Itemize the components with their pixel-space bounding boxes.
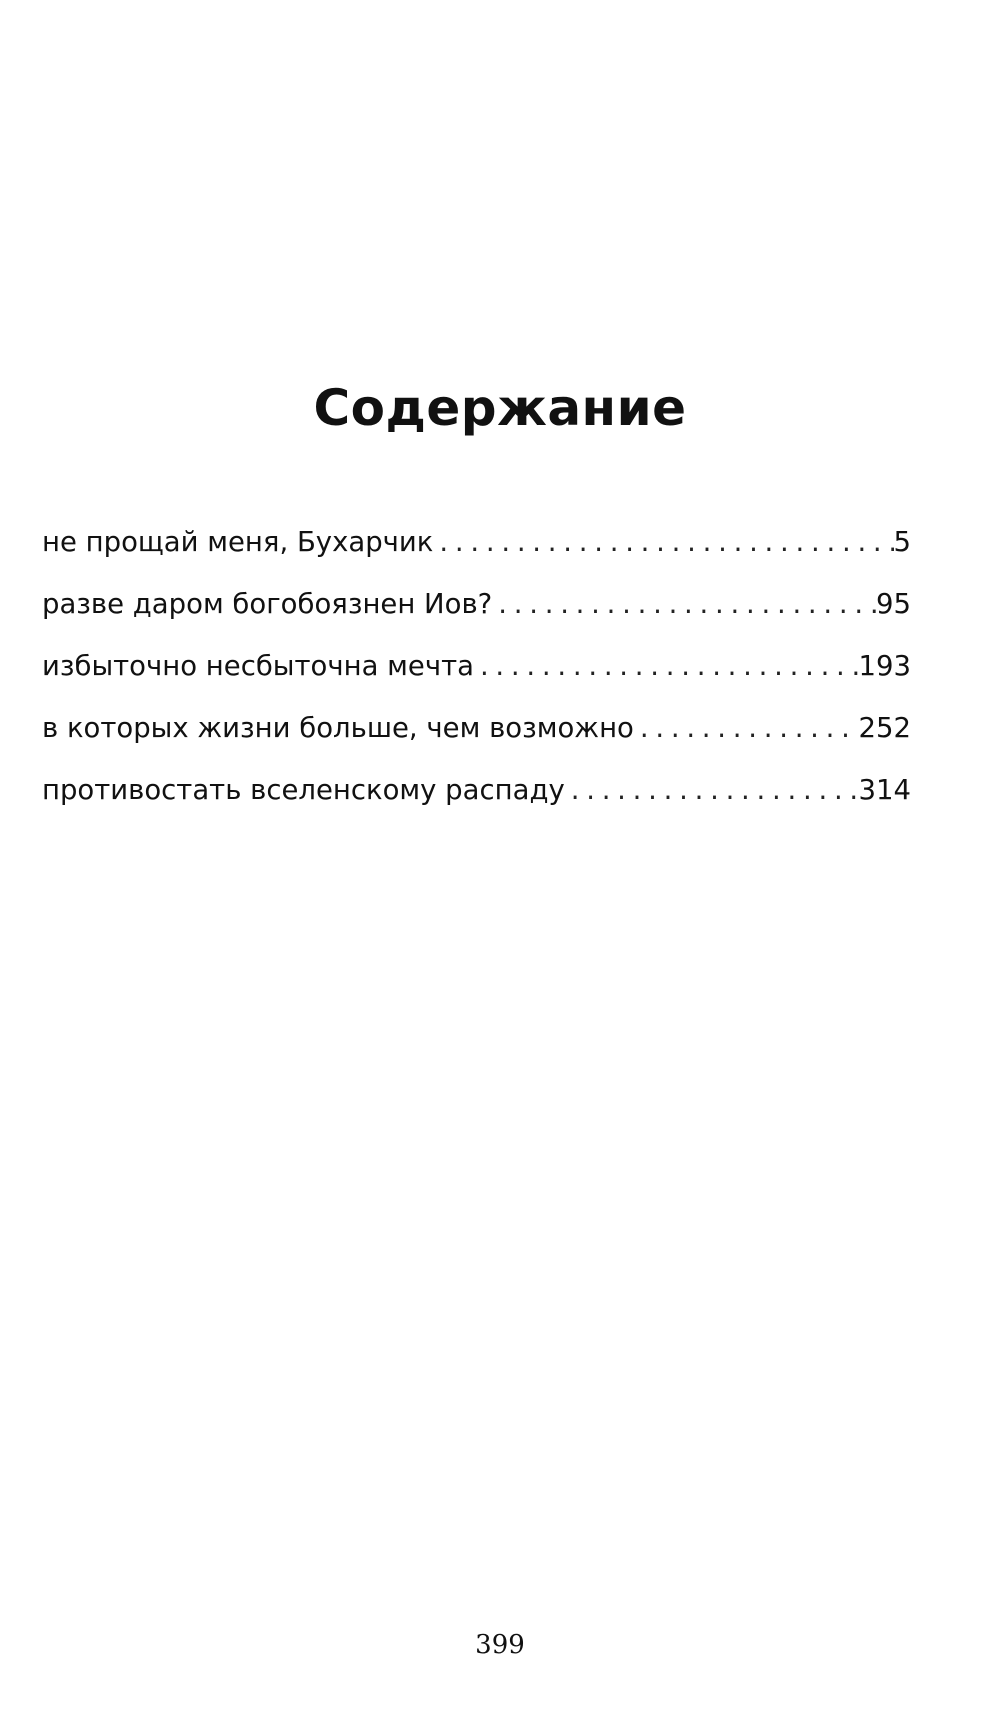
toc-entry-title: разве даром богобоязнен Иов?: [42, 588, 493, 620]
toc-dot-leader: [492, 584, 876, 624]
toc-entry[interactable]: [42, 770, 911, 832]
toc-entry-title: избыточно несбыточна мечта: [42, 650, 474, 682]
toc-entry[interactable]: [42, 708, 911, 770]
toc-entry-page: 193: [858, 650, 911, 682]
toc-entry-title: не прощай меня, Бухарчик: [42, 526, 434, 558]
toc-entry[interactable]: [42, 646, 911, 708]
toc-dot-leader: [634, 708, 859, 748]
toc-dot-leader: [565, 770, 859, 810]
toc-title: Содержание: [313, 379, 687, 437]
page-number: 399: [475, 1630, 525, 1660]
toc-entry[interactable]: [42, 522, 911, 584]
toc-list: [42, 522, 911, 832]
toc-entry-page: 5: [893, 526, 911, 558]
toc-dot-leader: [474, 646, 859, 686]
toc-entry-page: 314: [858, 774, 911, 806]
toc-entry-page: 252: [858, 712, 911, 744]
toc-entry-title: противостать вселенскому распаду: [42, 774, 565, 806]
toc-entry-title: в которых жизни больше, чем возможно: [42, 712, 634, 744]
toc-entry-page: 95: [876, 588, 911, 620]
toc-entry[interactable]: [42, 584, 911, 646]
toc-dot-leader: [433, 522, 893, 562]
